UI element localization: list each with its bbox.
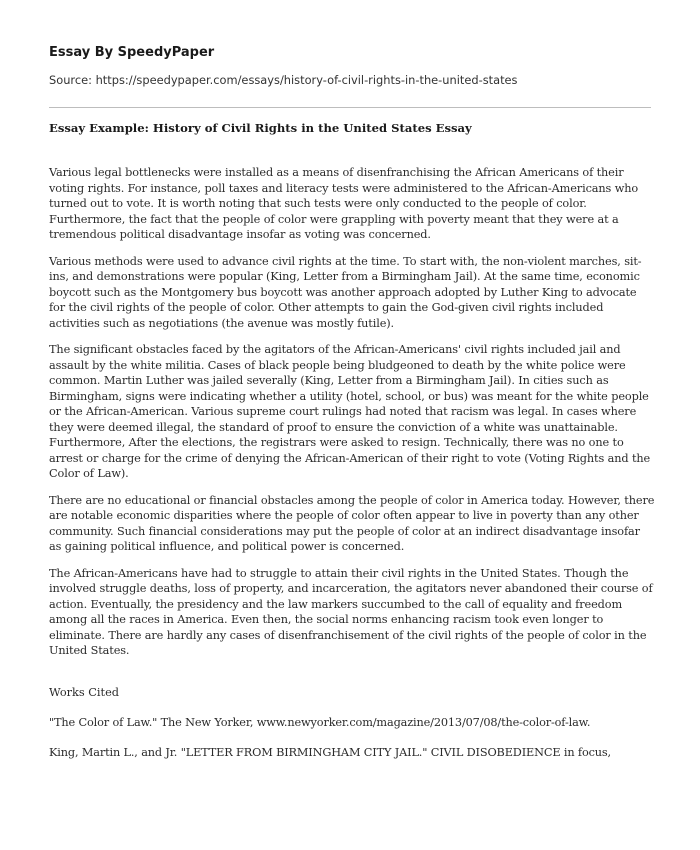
paragraph: There are no educational or financial obstacles among the people of color in America today. However, there are notable economic disparities where the people of color often appear to live in poverty than any other community. Such financial considerations may put the people of color at an indirect disadvantage insofar as gaining political influence, and political power is concerned. xyxy=(49,493,655,553)
paragraph: The significant obstacles faced by the agitators of the African-Americans' civil rights included jail and assault by the white militia. Cases of black people being bludgeoned to death by the white police were common. Martin Luther was jailed severally (King, Letter from a Birmingham Jail). In cities such as Birmingham, signs were indicating whether a utility (hotel, school, or bus) was meant for the white people or the African-American. Various supreme court rulings had noted that racism was legal. In cases where they were deemed illegal, the standard of proof to ensure the conviction of a white was unattainable. Furthermore, After the elections, the registrars were asked to resign. Technically, there was no one to arrest or charge for the crime of denying the African-American of their right to vote (Voting Rights and the Color of Law). xyxy=(49,343,651,480)
source-line: Source: https://speedypaper.com/essays/history-of-civil-rights-in-the-united-states xyxy=(49,73,518,87)
citation-entry: "The Color of Law." The New Yorker, www.newyorker.com/magazine/2013/07/08/the-color-of-law. xyxy=(49,716,591,729)
header-divider xyxy=(49,107,651,108)
citation-entry: King, Martin L., and Jr. "LETTER FROM BIRMINGHAM CITY JAIL." CIVIL DISOBEDIENCE in focus, xyxy=(49,746,611,759)
works-cited-heading: Works Cited xyxy=(49,686,119,699)
essay-body xyxy=(49,165,655,670)
essay-title: Essay Example: History of Civil Rights in the United States Essay xyxy=(49,121,472,135)
paragraph: The African-Americans have had to struggle to attain their civil rights in the United States. Though the involved struggle deaths, loss of property, and incarceration, the agitators never abandoned their course of action. Eventually, the presidency and the law markers succumbed to the call of equality and freedom among all the races in America. Even then, the social norms enhancing racism took even longer to eliminate. There are hardly any cases of disenfranchisement of the civil rights of the people of color in the United States. xyxy=(49,566,653,657)
paragraph: Various methods were used to advance civil rights at the time. To start with, the non-violent marches, sit-ins, and demonstrations were popular (King, Letter from a Birmingham Jail). At the same time, economic boycott such as the Montgomery bus boycott was another approach adopted by Luther King to advocate for the civil rights of the people of color. Other attempts to gain the God-given civil rights included activities such as negotiations (the avenue was mostly futile). xyxy=(49,254,642,330)
paragraph: Various legal bottlenecks were installed as a means of disenfranchising the African Americans of their voting rights. For instance, poll taxes and literacy tests were administered to the African-Americans who turned out to vote. It is worth noting that such tests were only conducted to the people of color. Furthermore, the fact that the people of color were grappling with poverty meant that they were at a tremendous political disadvantage insofar as voting was concerned. xyxy=(49,166,639,241)
brand-title: Essay By SpeedyPaper xyxy=(49,45,215,60)
